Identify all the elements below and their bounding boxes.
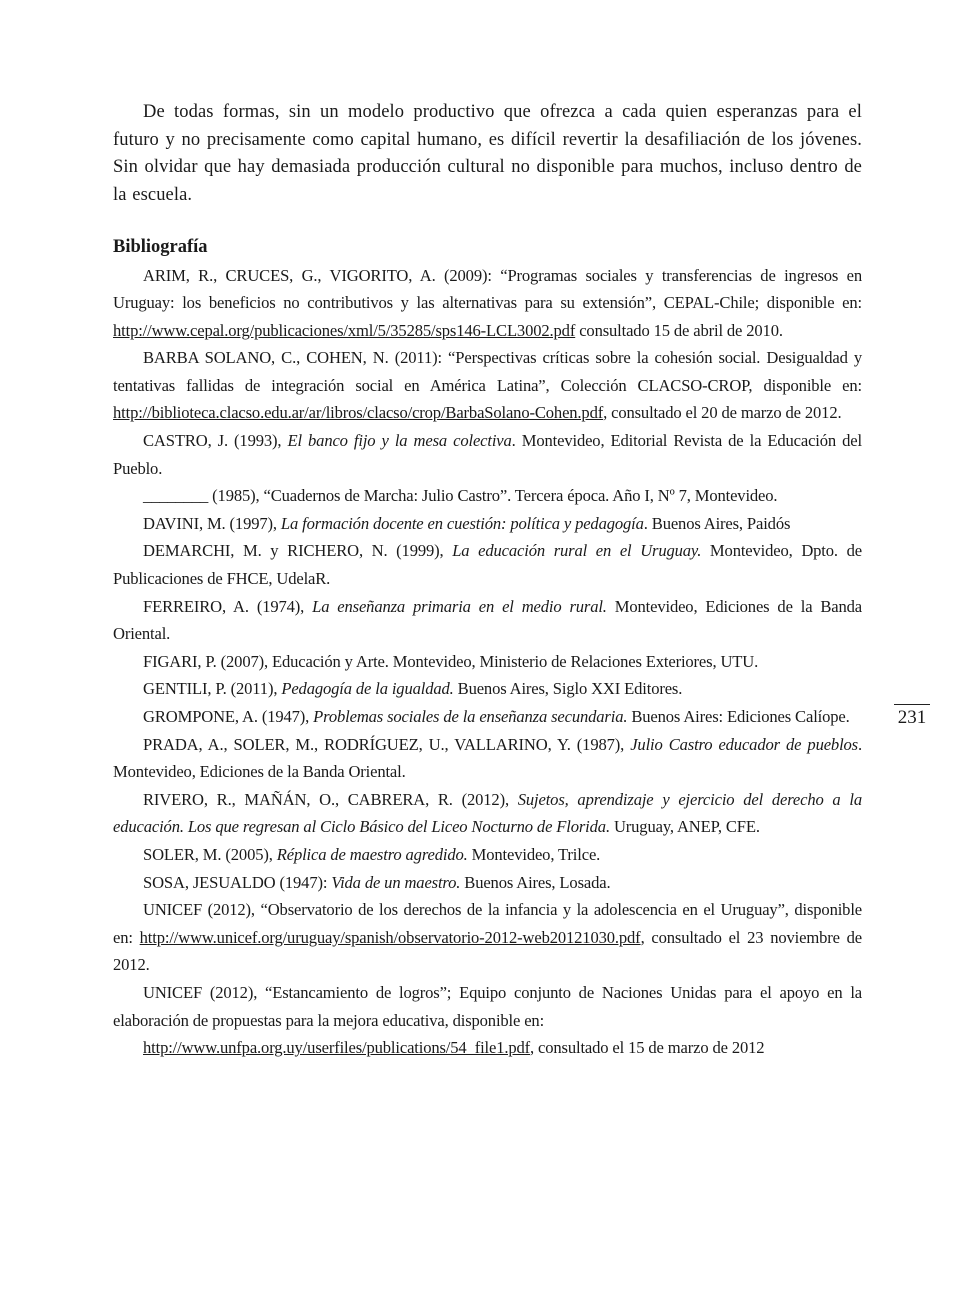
reference-text: Buenos Aires, Siglo XXI Editores. — [453, 679, 683, 699]
bibliography-entry — [113, 675, 862, 703]
reference-title: El banco fijo y la mesa colectiva — [287, 431, 512, 451]
reference-text: DAVINI, M. (1997), — [143, 513, 281, 533]
reference-text: SOLER, M. (2005), — [143, 844, 277, 864]
reference-text: , consultado el 20 de marzo de 2012. — [603, 403, 842, 423]
reference-text: Montevideo, Ediciones de la Banda Oriental. — [113, 596, 862, 644]
reference-text: RIVERO, R., MAÑÁN, O., CABRERA, R. (2012), — [143, 789, 518, 809]
reference-link[interactable]: http://biblioteca.clacso.edu.ar/ar/libros/clacso/crop/BarbaSolano-Cohen.pdf — [113, 403, 604, 423]
reference-text: , consultado el 15 de marzo de 2012 — [530, 1038, 765, 1058]
reference-text: DEMARCHI, M. y RICHERO, N. (1999), — [143, 541, 453, 561]
reference-text: ARIM, R., CRUCES, G., VIGORITO, A. (2009): “Programas sociales y transferencias de ingresos en Uruguay: los beneficios no contributivos y las alternativas para su extensión”, CEPAL-Chile; disponible en: — [113, 265, 862, 313]
reference-text: CASTRO, J. (1993), — [143, 431, 288, 451]
bibliography-entry — [113, 896, 862, 979]
page-content — [113, 99, 862, 1062]
reference-text: , consultado el 23 noviembre de 2012. — [113, 927, 863, 975]
reference-text: . Buenos Aires, Paidós — [643, 513, 791, 533]
bibliography-entry — [113, 482, 862, 510]
reference-title: Problemas sociales de la enseñanza secundaria. — [313, 707, 628, 726]
reference-text: Montevideo, Trilce. — [467, 844, 601, 864]
reference-text: Buenos Aires: Ediciones Calíope. — [627, 707, 850, 726]
reference-text: SOSA, JESUALDO (1947): — [143, 872, 332, 892]
bibliography-entry — [113, 1034, 862, 1062]
intro-paragraph: De todas formas, sin un modelo productivo que ofrezca a cada quien esperanzas para el futuro y no precisamente como capital humano, es difícil revertir la desafiliación de los jóvenes. Sin olvidar que hay demasiada producción cultural no disponible para muchos, incluso dentro de la escuela. — [113, 102, 862, 205]
reference-text: PRADA, A., SOLER, M., RODRÍGUEZ, U., VALLARINO, Y. (1987), — [143, 734, 631, 754]
bibliography-entry — [113, 786, 862, 841]
reference-text: BARBA SOLANO, C., COHEN, N. (2011): “Perspectivas críticas sobre la cohesión social. Desigualdad y tentativas fallidas de integración social en América Latina”, Colección CLACSO-CROP, disponible en: — [113, 348, 862, 395]
reference-text: FERREIRO, A. (1974), — [143, 596, 313, 616]
reference-title: Vida de un maestro. — [331, 872, 461, 892]
bibliography-entry — [113, 841, 862, 869]
bibliography-entry — [113, 537, 862, 592]
reference-title: Réplica de maestro agredido. — [276, 844, 468, 864]
bibliography-entry — [113, 731, 862, 786]
reference-title: Pedagogía de la igualdad. — [281, 679, 454, 699]
reference-text: UNICEF (2012), “Observatorio de los derechos de la infancia y la adolescencia en el Uruguay”, disponible en: — [113, 900, 862, 947]
bibliography-list — [113, 262, 862, 1062]
bibliography-heading: Bibliografía — [113, 237, 208, 257]
bibliography-entry — [113, 262, 862, 345]
reference-text: consultado 15 de abril de 2010. — [575, 320, 783, 340]
bibliography-entry — [113, 979, 862, 1034]
reference-text: UNICEF (2012), “Estancamiento de logros”; Equipo conjunto de Naciones Unidas para el apoyo en la elaboración de propuestas para la mejora educativa, disponible en: — [113, 982, 862, 1030]
bibliography-entry — [113, 427, 862, 482]
reference-text: Buenos Aires, Losada. — [460, 872, 611, 892]
reference-text: Uruguay, ANEP, CFE. — [609, 817, 760, 837]
bibliography-entry — [113, 703, 862, 731]
reference-text: . Montevideo, Ediciones de la Banda Oriental. — [113, 734, 862, 782]
bibliography-entry — [113, 593, 862, 648]
reference-title: Sujetos, aprendizaje y ejercicio del derecho a la educación. Los que regresan al Ciclo Básico del Liceo Nocturno de Florida. — [113, 789, 862, 837]
reference-title: La educación rural en el Uruguay. — [452, 541, 702, 561]
reference-text: . Montevideo, Editorial Revista de la Educación del Pueblo. — [113, 431, 862, 478]
bibliography-entry — [113, 510, 862, 538]
reference-text: FIGARI, P. (2007), Educación y Arte. Montevideo, Ministerio de Relaciones Exteriores, UTU. — [143, 651, 759, 671]
reference-text: Montevideo, Dpto. de Publicaciones de FHCE, UdelaR. — [113, 541, 862, 589]
reference-text: ________ (1985), “Cuadernos de Marcha: Julio Castro”. Tercera época. Año I, Nº 7, Montevideo. — [143, 486, 778, 506]
page-number: 231 — [894, 704, 930, 729]
reference-title: La formación docente en cuestión: política y pedagogía — [280, 513, 644, 533]
reference-link[interactable]: http://www.unicef.org/uruguay/spanish/observatorio-2012-web20121030.pdf — [139, 927, 641, 947]
reference-link[interactable]: http://www.unfpa.org.uy/userfiles/publications/54_file1.pdf — [143, 1038, 531, 1058]
reference-text: GENTILI, P. (2011), — [143, 679, 282, 699]
reference-link[interactable]: http://www.cepal.org/publicaciones/xml/5/35285/sps146-LCL3002.pdf — [113, 320, 576, 340]
bibliography-entry — [113, 648, 862, 676]
reference-title: La enseñanza primaria en el medio rural. — [312, 596, 607, 616]
bibliography-entry — [113, 869, 862, 897]
reference-title: Julio Castro educador de pueblos — [630, 734, 858, 754]
reference-text: GROMPONE, A. (1947), — [143, 707, 314, 726]
bibliography-entry — [113, 344, 862, 427]
